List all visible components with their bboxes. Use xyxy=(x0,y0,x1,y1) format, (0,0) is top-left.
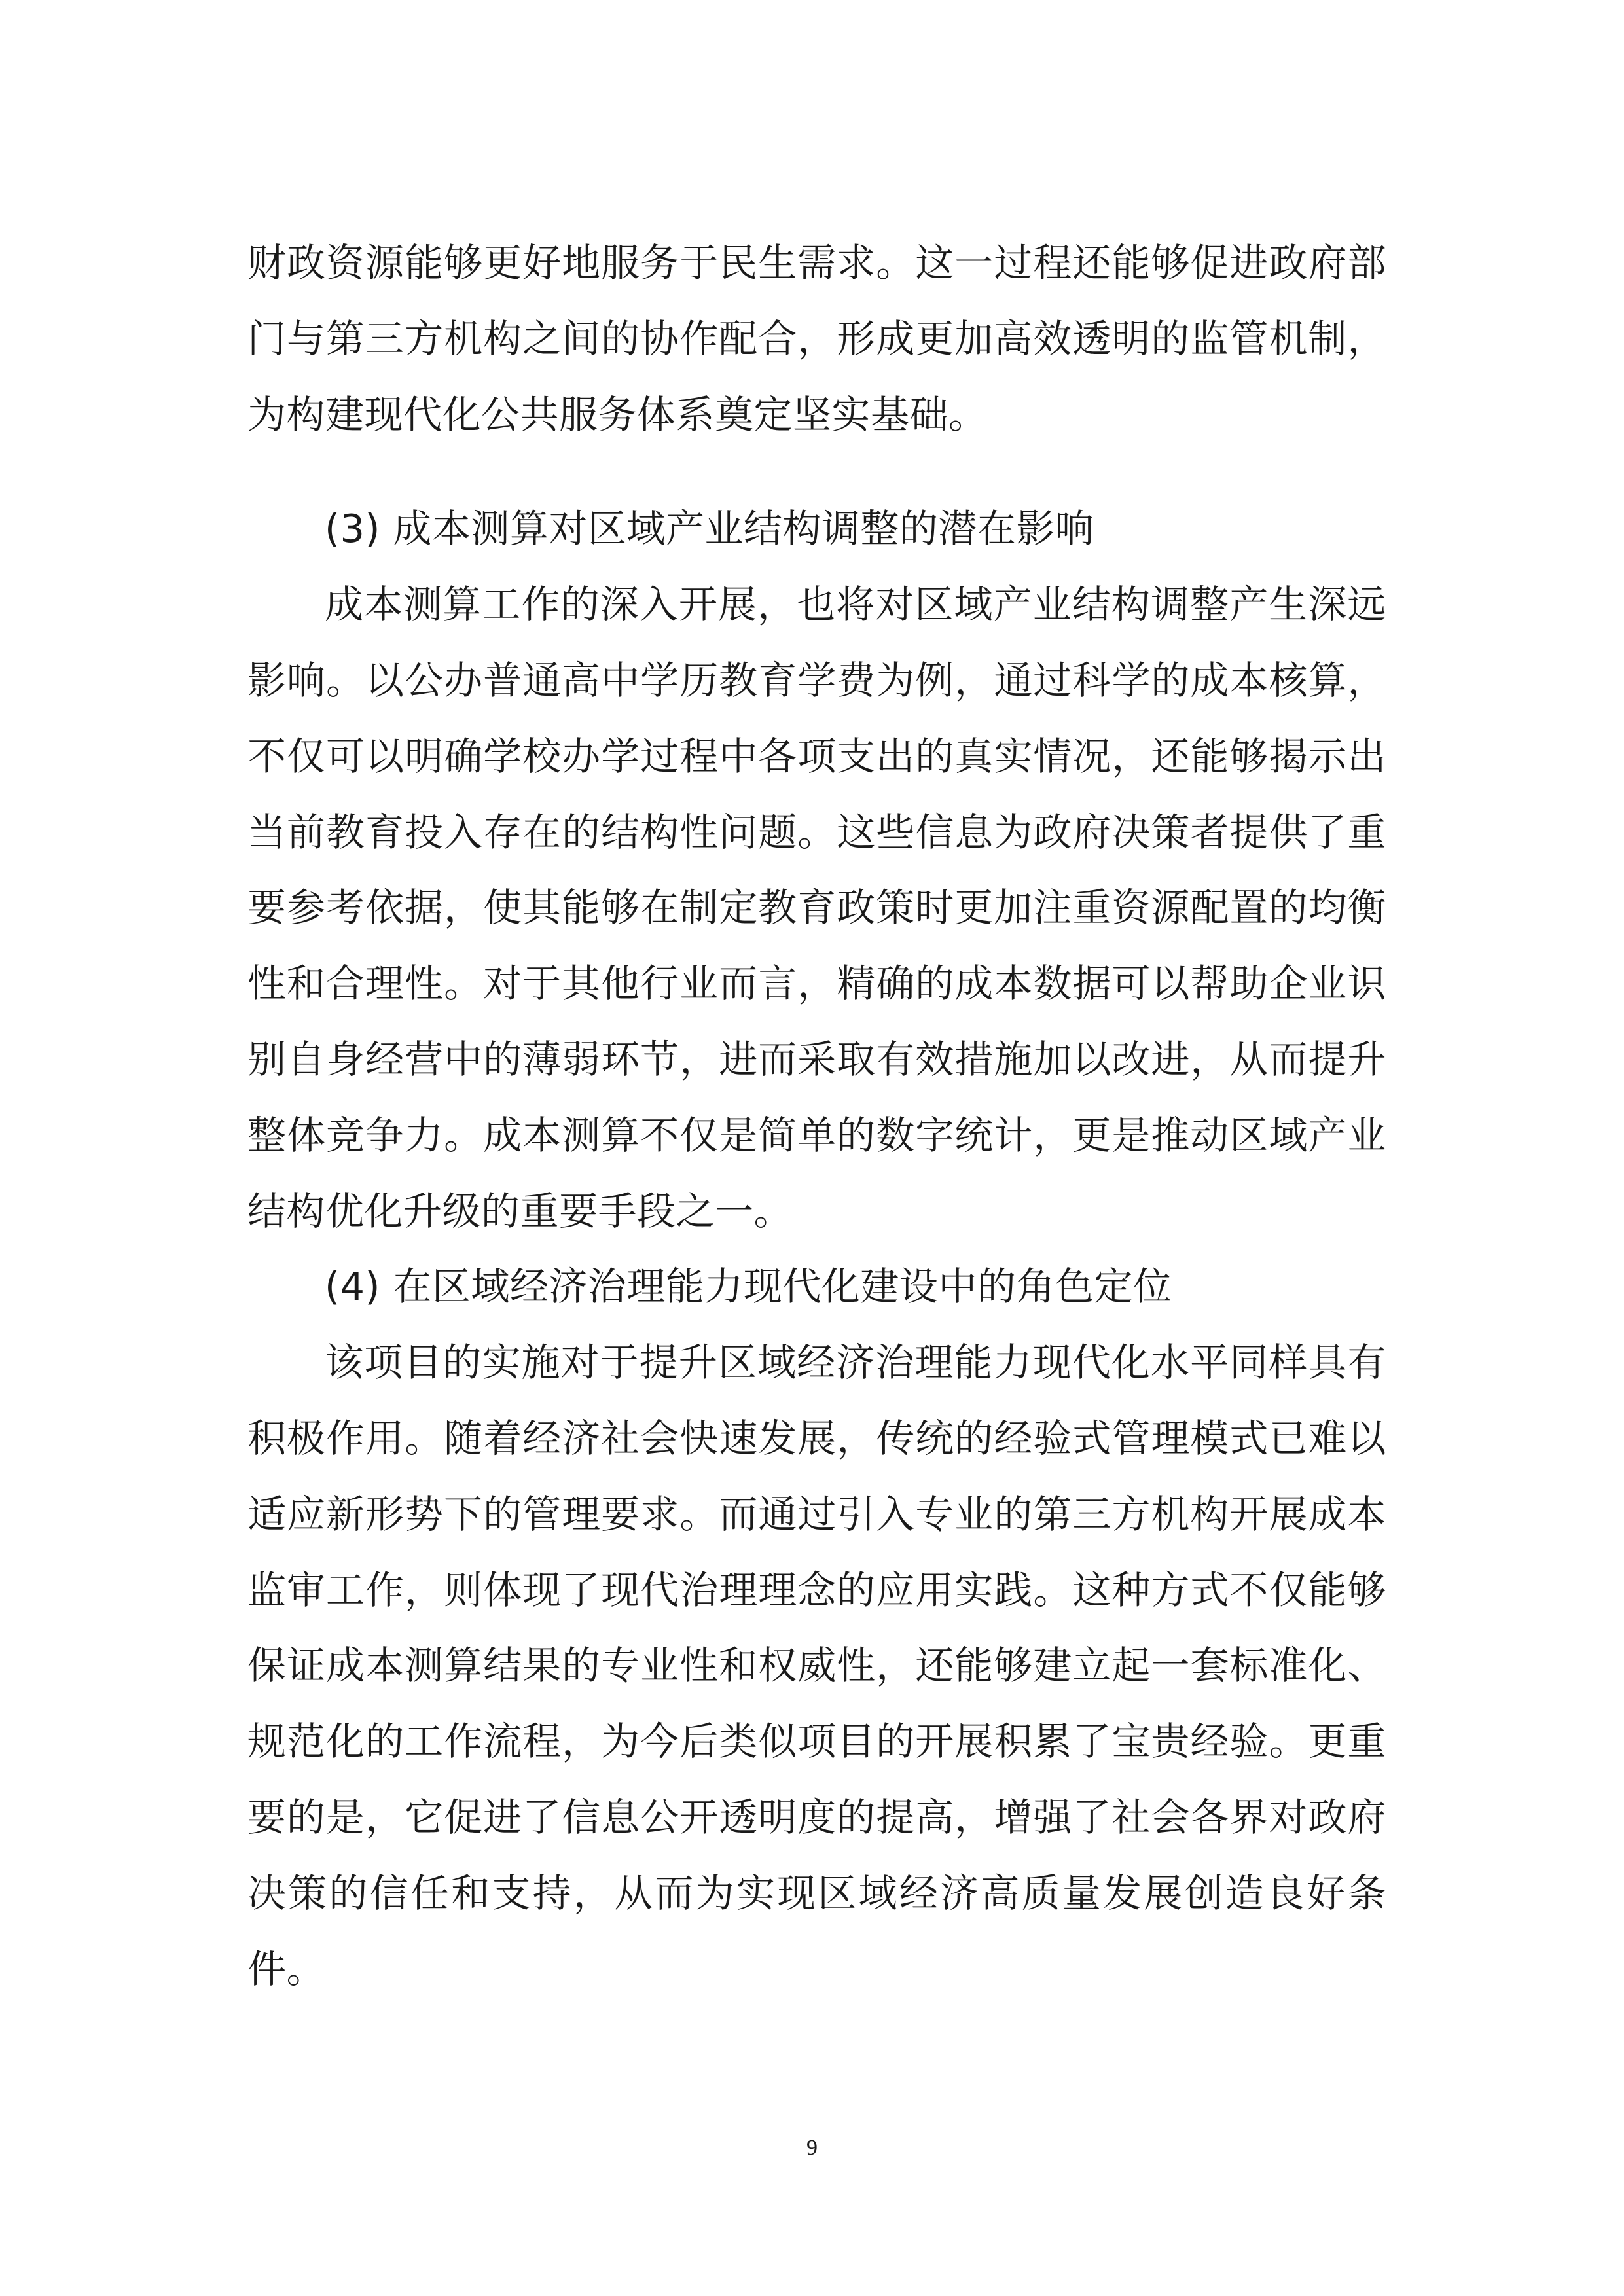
paragraph: 成本测算工作的深入开展，也将对区域产业结构调整产生深远影响。以公办普通高中学历教育学费为例，通过科学的成本核算，不仅可以明确学校办学过程中各项支出的真实情况，还能够揭示出当前教育投入存在的结构性问题。这些信息为政府决策者提供了重要参考依据，使其能够在制定教育政策时更加注重资源配置的均衡性和合理性。对于其他行业而言，精确的成本数据可以帮助企业识别自身经营中的薄弱环节，进而采取有效措施加以改进，从而提升整体竞争力。成本测算不仅是简单的数字统计，更是推动区域产业结构优化升级的重要手段之一。 xyxy=(247,582,1386,1234)
section-heading-3: (3) 成本测算对区域产业结构调整的潜在影响 xyxy=(325,506,1094,552)
section-heading-4: (4) 在区域经济治理能力现代化建设中的角色定位 xyxy=(325,1264,1172,1310)
page-number: 9 xyxy=(806,2136,818,2160)
body-text xyxy=(247,187,1386,2007)
paragraph: 该项目的实施对于提升区域经济治理能力现代化水平同样具有积极作用。随着经济社会快速发展，传统的经验式管理模式已难以适应新形势下的管理要求。而通过引入专业的第三方机构开展成本监审工作，则体现了现代治理理念的应用实践。这种方式不仅能够保证成本测算结果的专业性和权威性，还能够建立起一套标准化、规范化的工作流程，为今后类似项目的开展积累了宝贵经验。更重要的是，它促进了信息公开透明度的提高，增强了社会各界对政府决策的信任和支持，从而为实现区域经济高质量发展创造良好条件。 xyxy=(247,1340,1386,1992)
paragraph-continued: 财政资源能够更好地服务于民生需求。这一过程还能够促进政府部门与第三方机构之间的协作配合，形成更加高效透明的监管机制，为构建现代化公共服务体系奠定坚实基础。 xyxy=(247,240,1386,437)
